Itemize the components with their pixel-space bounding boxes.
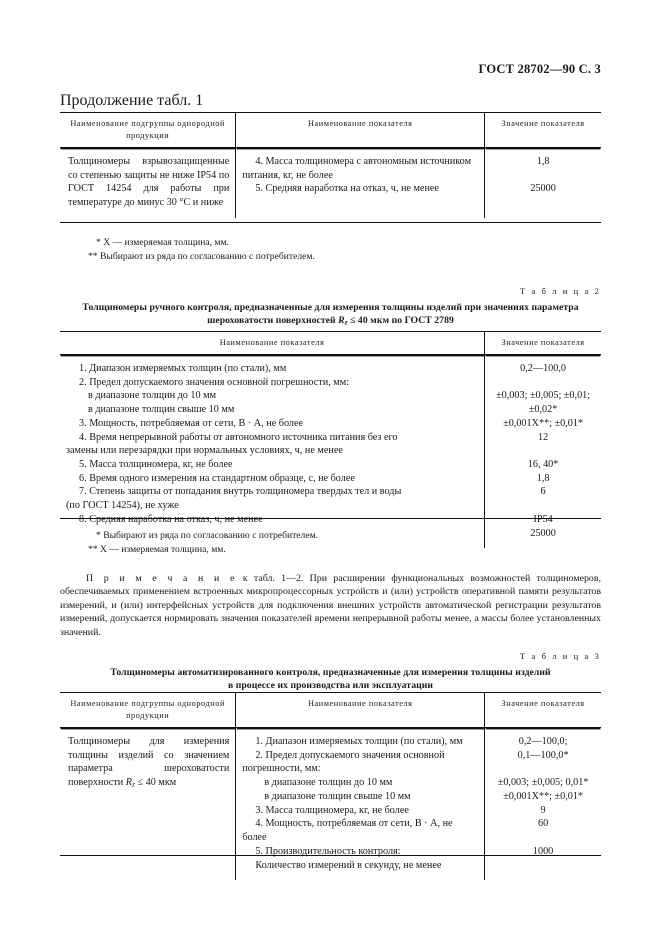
table3-header-indicator: Наименование показателя bbox=[236, 693, 485, 728]
roughness-subscript: z bbox=[344, 317, 348, 327]
table3-title-line1: Толщиномеры автоматизированного контроля, предназначенные для измерения толщины изделий bbox=[110, 667, 551, 678]
table1-header-row bbox=[60, 113, 601, 148]
table3-value: 0,1—100,0* bbox=[517, 749, 569, 761]
table-row bbox=[60, 355, 601, 549]
table3-value: 60 bbox=[537, 818, 549, 830]
table-row bbox=[60, 728, 601, 881]
table2 bbox=[60, 331, 601, 548]
table3-indicator-line: 2. Предел допускаемого значения основной погрешности, мм: bbox=[242, 749, 445, 775]
table2-indicator-line: 5. Масса толщиномера, кг, не более bbox=[79, 459, 233, 471]
table2-caption: Т а б л и ц а 2 bbox=[519, 286, 601, 296]
table2-bottom-rule bbox=[60, 518, 601, 519]
table1-indicator-line: 4. Масса толщиномера с автономным источником питания, кг, не более bbox=[242, 156, 472, 181]
table3-bottom-rule bbox=[60, 855, 601, 856]
table2-header-row bbox=[60, 332, 601, 355]
table1-header-indicator: Наименование показателя bbox=[236, 113, 485, 148]
table3-value: ±0,003; ±0,005; 0,01* bbox=[497, 777, 589, 789]
table2-value: 1,8 bbox=[536, 472, 550, 484]
table1 bbox=[60, 112, 601, 218]
table3 bbox=[60, 692, 601, 880]
table2-header-value: Значение показателя bbox=[485, 332, 601, 355]
table3-title bbox=[60, 667, 601, 693]
table1-indicator-line: 5. Средняя наработка на отказ, ч, не менее bbox=[255, 183, 439, 195]
roughness-subscript: z bbox=[132, 779, 135, 789]
table3-indicator-line: 3. Масса толщиномера, кг, не более bbox=[255, 804, 409, 816]
footnote: ** Х — измеряемая толщина, мм. bbox=[88, 543, 226, 555]
table3-title-line2: в процессе их производства или эксплуатации bbox=[227, 679, 433, 691]
table2-indicator-line: 7. Степень защиты от попадания внутрь толщиномера твердых тел и воды bbox=[79, 486, 402, 498]
footnote: * Х — измеряемая толщина, мм. bbox=[96, 237, 229, 248]
page-header-standard-number: ГОСТ 28702—90 С. 3 bbox=[478, 62, 601, 76]
table2-indicator-line: 3. Мощность, потребляемая от сети, В · А, не более bbox=[79, 417, 304, 429]
table2-indicator-line: в диапазоне толщин свыше 10 мм bbox=[88, 404, 235, 416]
footnote: * Выбирают из ряда по согласованию с потребителем. bbox=[96, 530, 319, 541]
table2-title bbox=[60, 302, 601, 328]
table2-title-line2-post: ≤ 40 мкм по ГОСТ 2789 bbox=[347, 314, 454, 326]
table2-cell-values bbox=[485, 355, 601, 549]
note-paragraph bbox=[60, 572, 601, 639]
table1-header-value: Значение показателя bbox=[485, 113, 601, 148]
table2-value: 25000 bbox=[530, 527, 556, 539]
table2-footnotes bbox=[60, 529, 601, 557]
table3-cell-indicators bbox=[236, 728, 485, 881]
table1-value: 25000 bbox=[530, 183, 556, 195]
table3-header-row bbox=[60, 693, 601, 728]
table2-indicator-line: 1. Диапазон измеряемых толщин (по стали), мм bbox=[79, 363, 287, 375]
table2-title-line1: Толщиномеры ручного контроля, предназначенные для измерения толщины изделий при значениях параметра bbox=[82, 302, 579, 313]
table3-cell-values bbox=[485, 728, 601, 881]
table2-indicator-line: замены или перезарядки при нормальных условиях, ч, не менее bbox=[66, 445, 343, 457]
table2-indicator-line: 4. Время непрерывной работы от автономного источника питания без его bbox=[79, 431, 398, 443]
table2-header-indicator: Наименование показателя bbox=[60, 332, 485, 355]
table3-header-subgroup: Наименование подгруппы однородной продукции bbox=[60, 693, 236, 728]
table1-footnotes bbox=[60, 236, 601, 264]
table2-indicator-line: 6. Время одного измерения на стандартном образце, с, не более bbox=[79, 472, 355, 484]
table3-indicator-line: в диапазоне толщин до 10 мм bbox=[264, 777, 393, 789]
table2-indicator-line: в диапазоне толщин до 10 мм bbox=[88, 390, 217, 402]
table2-value: 0,2—100,0 bbox=[520, 363, 566, 375]
table2-value: ±0,003; ±0,005; ±0,01; ±0,02* bbox=[496, 390, 591, 416]
table1-cell-subgroup: Толщиномеры взрывозащищенные со степенью защиты не ниже IP54 по ГОСТ 14254 для работы при температуре до минус 30 °С и ниже bbox=[68, 156, 230, 209]
table2-title-line2-pre: шероховатости поверхностей bbox=[207, 314, 339, 326]
table3-cell-subgroup bbox=[60, 728, 236, 881]
table3-value: 0,2—100,0; bbox=[518, 736, 568, 748]
footnote: ** Выбирают из ряда по согласованию с потребителем. bbox=[88, 250, 315, 262]
table3-indicator-line: 4. Мощность, потребляемая от сети, В · А, не более bbox=[242, 818, 453, 844]
table2-value: 16, 40* bbox=[527, 459, 559, 471]
table3-subgroup-text: Толщиномеры для измерения толщины изделий со значением параметра шероховатости поверхности bbox=[68, 736, 230, 789]
table1-cell-values bbox=[485, 148, 601, 218]
table1-value: 1,8 bbox=[536, 156, 550, 168]
table-row bbox=[60, 148, 601, 218]
table3-subgroup-tail: ≤ 40 мкм bbox=[134, 777, 177, 789]
table3-indicator-line: 1. Диапазон измеряемых толщин (по стали), мм bbox=[255, 736, 463, 748]
note-body: к табл. 1—2. При расширении функциональных возможностей толщиномеров, обеспечиваемых применением встроенных микропроцессорных устройств и (или) устройств оперативной памяти результатов измерений, и (или) интерфейсных устройств для подключения внешних устройств автоматической регистрации результатов измерений, допускается нормировать значения показателей времени непрерывной работы менее, а массы более установленных значений. bbox=[60, 573, 601, 638]
table1-cell-indicators bbox=[236, 148, 485, 218]
table1-continuation-caption: Продолжение табл. 1 bbox=[60, 92, 204, 109]
table2-cell-indicators bbox=[60, 355, 485, 549]
table1-bottom-rule bbox=[60, 222, 601, 223]
table3-value: 1000 bbox=[532, 845, 554, 857]
table1-header-subgroup: Наименование подгруппы однородной продукции bbox=[60, 113, 236, 148]
note-label: П р и м е ч а н и е bbox=[86, 573, 237, 584]
table3-value: 9 bbox=[540, 804, 546, 816]
table2-indicator-line: 2. Предел допускаемого значения основной погрешности, мм: bbox=[79, 376, 350, 388]
table3-indicator-line: Количество измерений в секунду, не менее bbox=[255, 859, 442, 871]
table2-value: 6 bbox=[540, 486, 546, 498]
table3-value: ±0,001Х**; ±0,01* bbox=[503, 790, 584, 802]
table2-title-line2 bbox=[60, 315, 601, 328]
table2-value: 12 bbox=[537, 431, 549, 443]
table3-indicator-line: в диапазоне толщин свыше 10 мм bbox=[264, 790, 411, 802]
table2-indicator-line: (по ГОСТ 14254), не хуже bbox=[66, 500, 179, 512]
table3-indicator-line: 5. Производительность контроля: bbox=[255, 845, 401, 857]
table2-indicator-line: 8. Средняя наработка на отказ, ч, не менее bbox=[79, 513, 263, 525]
roughness-symbol: Rz bbox=[338, 314, 348, 327]
table2-value: IP54 bbox=[533, 513, 553, 525]
table2-value: ±0,001Х**; ±0,01* bbox=[503, 417, 584, 429]
roughness-symbol: $R_z$ bbox=[125, 777, 135, 789]
table3-caption: Т а б л и ц а 3 bbox=[519, 651, 601, 661]
table3-header-value: Значение показателя bbox=[485, 693, 601, 728]
